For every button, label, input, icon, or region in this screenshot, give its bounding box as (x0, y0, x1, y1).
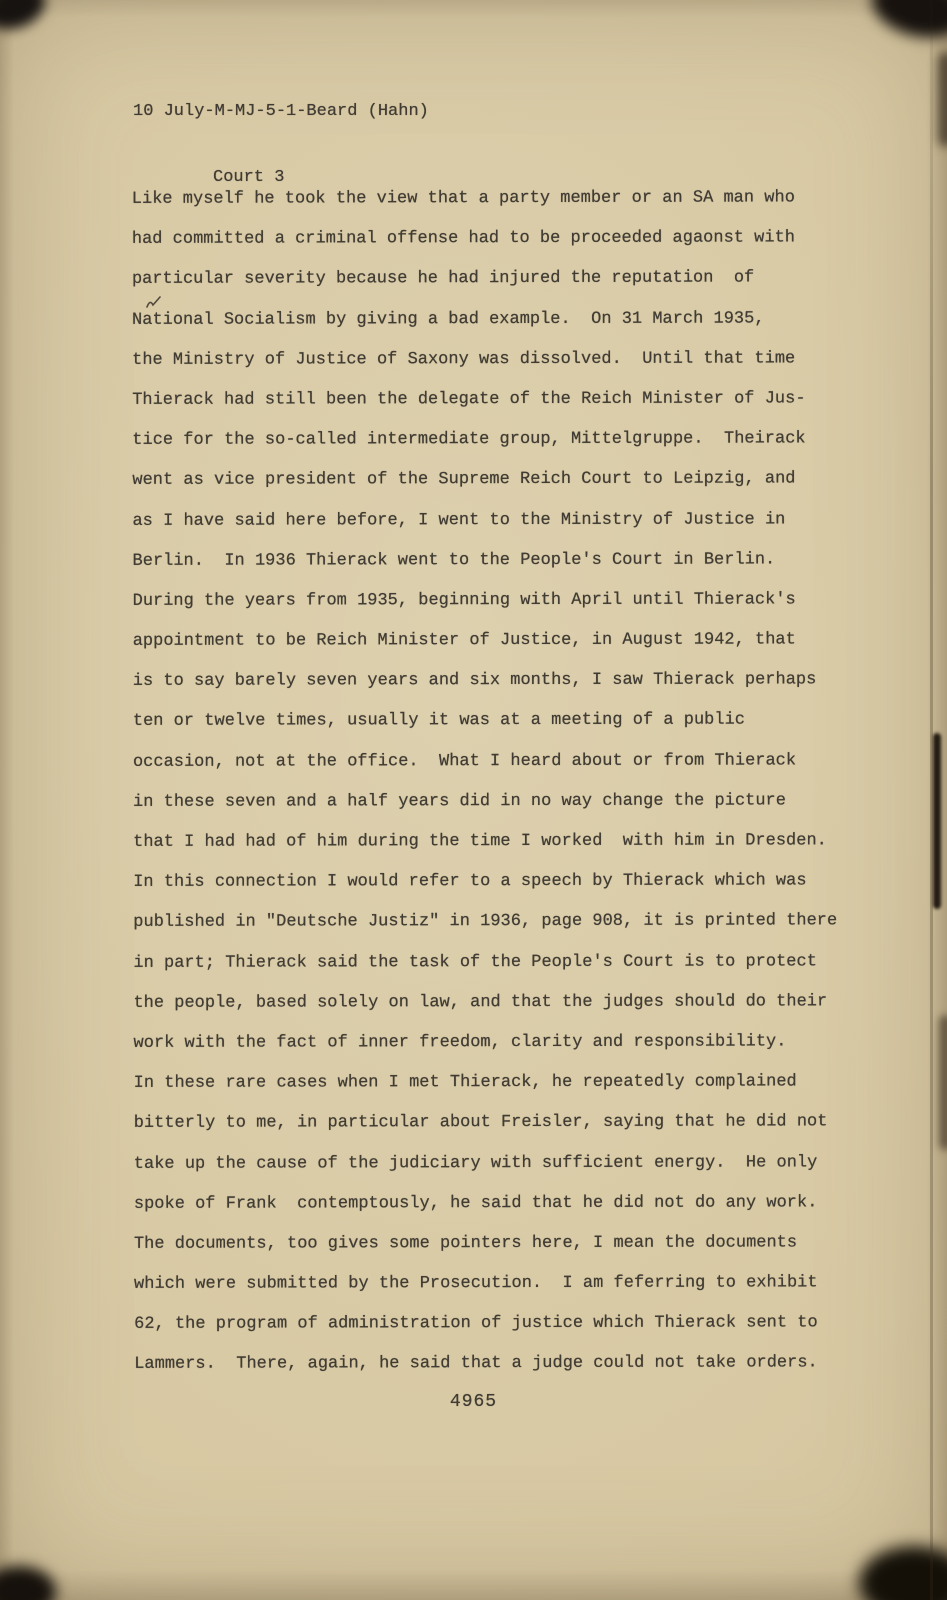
typewritten-line: spoke of Frank contemptously, he said that he did not do any work. (133, 1193, 818, 1214)
typewritten-line: published in "Deutsche Justiz" in 1936, page 908, it is printed there (133, 911, 838, 933)
typewritten-line: The documents, too gives some pointers here, I mean the documents (133, 1233, 798, 1254)
typewritten-line: the people, based solely on law, and that the judges should do their (133, 992, 828, 1013)
typewritten-line: that I had had of him during the time I worked with him in Dresden. (133, 831, 827, 852)
typewritten-line: Lammers. There, again, he said that a judge could not take orders. (134, 1353, 818, 1375)
typewritten-line: as I have said here before, I went to the Ministry of Justice in (132, 509, 786, 531)
typewritten-line: particular severity because he had injured the reputation of (131, 268, 755, 290)
header-court-line: Court 3 (213, 168, 285, 187)
transcript-body (132, 178, 935, 1385)
typewritten-line: in part; Thierack said the task of the People's Court is to protect (133, 951, 817, 973)
scan-mark-bottom-right (859, 1546, 947, 1600)
typewritten-line: In this connection I would refer to a speech by Thierack which was (133, 871, 807, 893)
scan-mark-top-right (865, 0, 947, 47)
typewritten-line: Like myself he took the view that a party member or an SA man who (131, 188, 795, 209)
typewritten-line: National Socialism by giving a bad example. On 31 March 1935, (132, 309, 765, 330)
typewritten-line: appointment to be Reich Minister of Justice, in August 1942, that (132, 630, 796, 651)
scan-mark-right-edge-lower (939, 1015, 947, 1150)
typewritten-line: During the years from 1935, beginning with April until Thierack's (132, 590, 796, 611)
scan-mark-bottom-left (0, 1566, 56, 1600)
typewritten-line: take up the cause of the judiciary with sufficient energy. He only (133, 1152, 818, 1174)
typewritten-line: bitterly to me, in particular about Freisler, saying that he did not (133, 1112, 828, 1134)
header-case-line: 10 July-M-MJ-5-1-Beard (Hahn) (133, 102, 429, 121)
typewritten-line: ten or twelve times, usually it was at a meeting of a public (132, 710, 746, 732)
typewritten-line: work with the fact of inner freedom, clarity and responsibility. (133, 1032, 787, 1053)
typewritten-line: Berlin. In 1936 Thierack went to the People's Court in Berlin. (132, 550, 776, 571)
typewritten-line: is to say barely seven years and six months, I saw Thierack perhaps (132, 670, 817, 692)
typewritten-line: 62, the program of administration of justice which Thierack sent to (134, 1313, 818, 1335)
scan-mark-right-edge-bar (933, 733, 941, 909)
typewritten-line: in these seven and a half years did in no way change the picture (133, 791, 786, 812)
typewritten-line: tice for the so-called intermediate group, Mittelgruppe. Theirack (132, 429, 806, 450)
typewritten-line: the Ministry of Justice of Saxony was dissolved. Until that time (132, 349, 796, 370)
typewritten-line: occasion, not at the office. What I heard about or from Thierack (132, 751, 797, 772)
typewritten-line: went as vice president of the Supreme Reich Court to Leipzig, and (132, 469, 796, 491)
typewritten-line: had committed a criminal offense had to be proceeded agaonst with (131, 228, 795, 250)
typewritten-line: which were submitted by the Prosecution. I am feferring to exhibit (134, 1273, 818, 1294)
page-footer (0, 1392, 947, 1412)
typewritten-line: In these rare cases when I met Thierack, he repeatedly complained (133, 1072, 797, 1093)
page-number: 4965 (449, 1392, 498, 1412)
scan-mark-top-left (0, 0, 51, 37)
scan-mark-right-edge-upper (938, 52, 947, 147)
typewritten-line: Thierack had still been the delegate of the Reich Minister of Jus- (132, 389, 806, 410)
